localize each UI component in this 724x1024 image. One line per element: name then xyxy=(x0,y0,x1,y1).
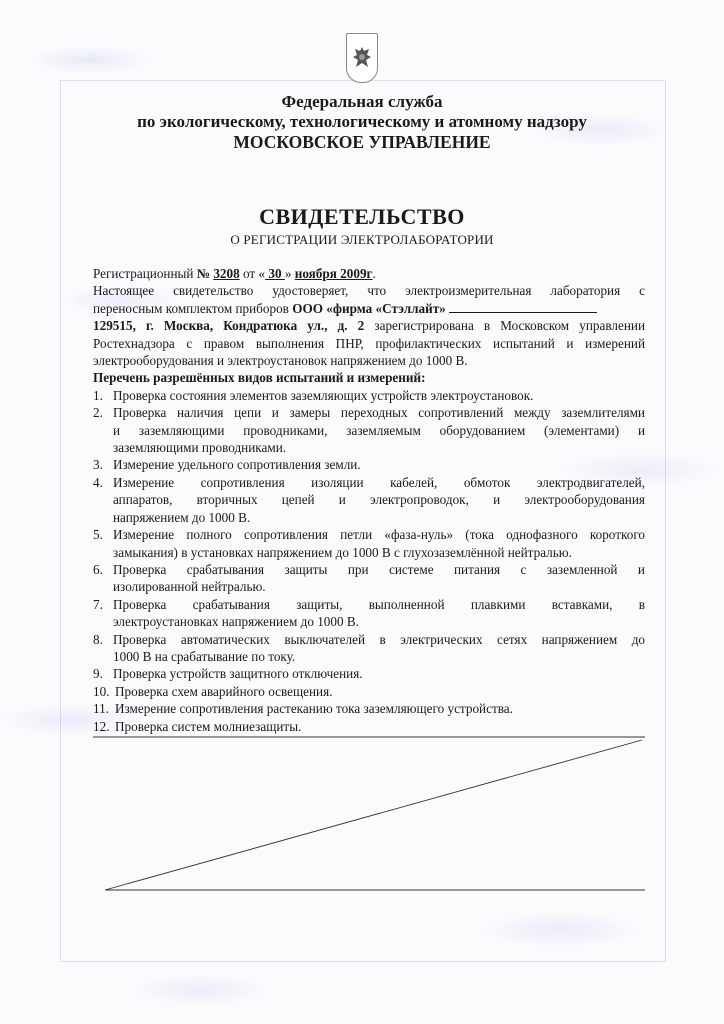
list-item-number: 12. xyxy=(93,718,110,734)
list-item-line: электроустановках напряжением до 1000 В. xyxy=(113,614,359,630)
strike-diagonal-line xyxy=(105,740,642,890)
list-item-number: 4. xyxy=(93,474,103,490)
list-item-number: 1. xyxy=(93,387,103,403)
issuer-line-3: МОСКОВСКОЕ УПРАВЛЕНИЕ xyxy=(233,132,491,152)
registration-label: Регистрационный xyxy=(93,266,194,281)
registration-day: 30 xyxy=(268,266,282,281)
intro-registered-text: зарегистрирована в Московском управлении xyxy=(374,318,645,334)
company-address: 129515, г. Москва, Кондратюка ул., д. 2 xyxy=(93,318,365,334)
intro-line-1: Настоящее свидетельство удостоверяет, что электроизмерительная лаборатория с xyxy=(93,283,645,299)
registration-month-year: ноября 2009г xyxy=(294,266,373,281)
list-item-number: 6. xyxy=(93,561,103,577)
list-item-number: 2. xyxy=(93,405,103,421)
list-item-line: Измерение удельного сопротивления земли. xyxy=(113,457,361,473)
list-item-line: изолированной нейтралью. xyxy=(113,579,266,595)
list-item-line: Проверка систем молниезащиты. xyxy=(115,718,302,734)
certificate-title: СВИДЕТЕЛЬСТВО xyxy=(259,204,465,229)
list-item-line: Проверка срабатывания защиты при системе питания с заземленной и xyxy=(113,561,645,577)
list-item-line: Измерение сопротивления изоляции кабелей, обмоток электродвигателей, xyxy=(113,474,645,490)
list-item-line: Измерение полного сопротивления петли «фаза-нуль» (тока однофазного короткого xyxy=(113,527,645,543)
issuer-line-1: Федеральная служба xyxy=(281,92,443,111)
list-item-line: Проверка состояния элементов заземляющих устройств электроустановок. xyxy=(113,387,534,403)
list-item-number: 9. xyxy=(93,666,103,682)
list-item-number: 5. xyxy=(93,527,103,543)
list-item-number: 8. xyxy=(93,631,103,647)
list-item-number: 3. xyxy=(93,457,103,473)
registration-from: от « xyxy=(242,266,266,281)
intro-equipment-text: переносным комплектом приборов xyxy=(93,300,289,316)
list-item-line: Проверка схем аварийного освещения. xyxy=(115,683,333,699)
registration-dot: . xyxy=(372,266,376,281)
list-item-number: 10. xyxy=(93,683,110,699)
list-item-line: Проверка срабатывания защиты, выполненной плавкими вставками, в xyxy=(113,596,645,612)
registration-number: 3208 xyxy=(213,266,240,281)
number-sign: № xyxy=(196,266,211,281)
list-item-line: Проверка устройств защитного отключения. xyxy=(113,666,363,682)
list-item-line: Проверка наличия цепи и замеры переходных сопротивлений между заземлителями xyxy=(113,405,645,421)
list-item-line: Измерение сопротивления растеканию тока заземляющего устройства. xyxy=(115,701,513,717)
list-item-line: аппаратов, вторичных цепей и электропроводок, и электрооборудования xyxy=(113,492,645,508)
list-heading: Перечень разрешённых видов испытаний и измерений: xyxy=(93,370,426,386)
list-item-line: заземляющими проводниками. xyxy=(113,440,287,456)
registration-close-quote: » xyxy=(284,266,292,281)
list-item-line: и заземляющими проводниками, заземляемым оборудованием (элементами) и xyxy=(113,422,645,438)
list-item-line: Проверка автоматических выключателей в электрических сетях напряжением до xyxy=(113,631,645,647)
list-item-number: 7. xyxy=(93,596,103,612)
list-item-number: 11. xyxy=(93,701,109,717)
intro-line-4: Ростехнадзора с правом выполнения ПНР, профилактических испытаний и измерений xyxy=(93,335,645,351)
list-item-line: напряжением до 1000 В. xyxy=(113,509,251,525)
list-item-line: замыкания) в установках напряжением до 1000 В с глухозаземлённой нейтралью. xyxy=(113,544,572,560)
intro-line-5: электрооборудования и электроустановок напряжением до 1000 В. xyxy=(93,353,468,369)
certificate-subtitle: О РЕГИСТРАЦИИ ЭЛЕКТРОЛАБОРАТОРИИ xyxy=(230,232,494,247)
company-name: ООО «фирма «Стэллайт» xyxy=(292,300,446,316)
list-item-line: 1000 В на срабатывание по току. xyxy=(113,648,296,664)
issuer-line-2: по экологическому, технологическому и атомному надзору xyxy=(137,112,587,131)
